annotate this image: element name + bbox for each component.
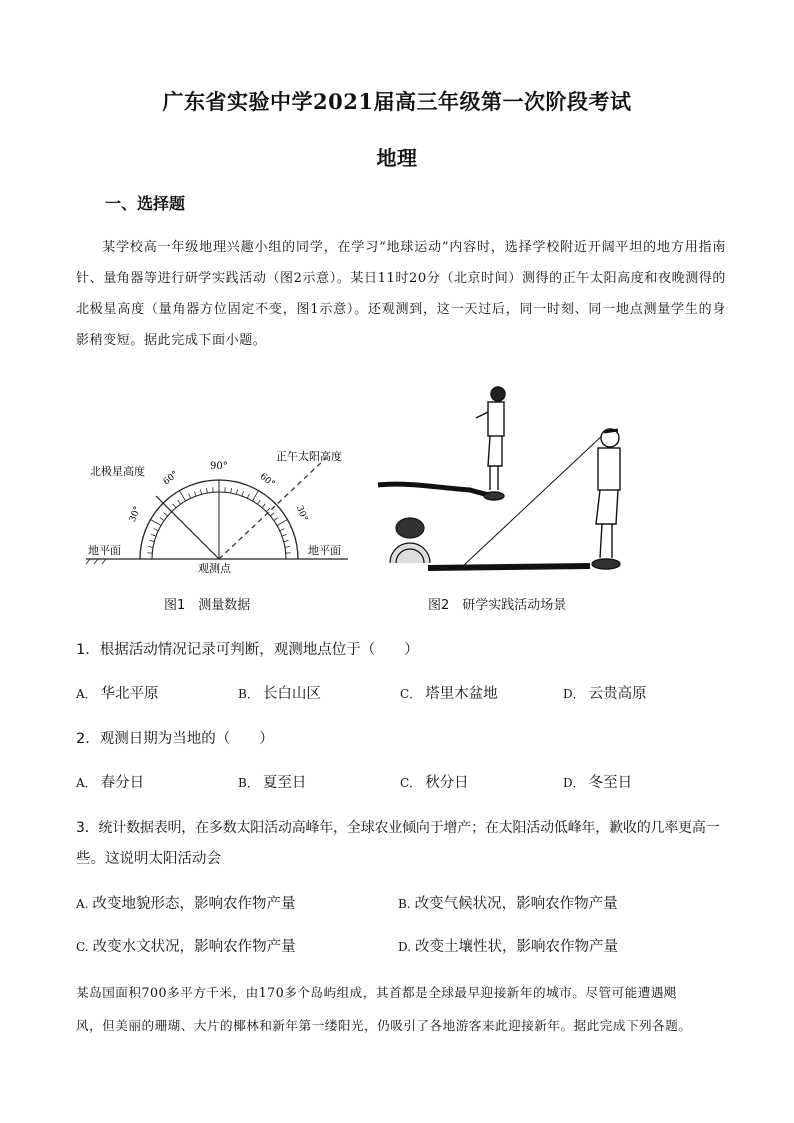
figure-2-caption: 图2 研学实践活动场景 xyxy=(428,598,567,613)
protractor-tick xyxy=(284,540,289,541)
protractor-tick xyxy=(231,488,232,493)
q2-option-a[interactable] xyxy=(76,771,144,792)
protractor-tick xyxy=(178,500,181,504)
horizon-right-label: 地平面 xyxy=(308,544,341,557)
option-text: 春分日 xyxy=(100,775,145,791)
protractor-tick xyxy=(274,518,278,521)
protractor-tick xyxy=(189,494,191,499)
intro-paragraph-2-line-1: 某岛国面积700多平方千米，由170多个岛屿组成，其首都是全球最早迎接新年的城市。尽管可能遭遇飓 xyxy=(76,985,678,1000)
protractor-tick xyxy=(280,529,285,531)
protractor-tick xyxy=(151,520,161,526)
option-key: B． xyxy=(238,776,259,790)
option-key: C. xyxy=(76,940,89,954)
option-key: A． xyxy=(76,776,97,790)
q1-option-a[interactable] xyxy=(76,682,159,703)
protractor-tick xyxy=(149,540,154,541)
q2-option-c[interactable] xyxy=(400,771,469,792)
protractor-tick xyxy=(270,513,274,516)
protractor-tick xyxy=(236,489,237,494)
protractor-tick xyxy=(148,546,153,547)
question-3-stem-line-2: 些。这说明太阳活动会 xyxy=(76,851,221,867)
section-heading: 一、选择题 xyxy=(105,194,186,213)
degree-60-right-label: 60° xyxy=(257,471,277,490)
figure-2-scene xyxy=(370,378,630,578)
protractor-tick xyxy=(253,491,259,501)
subject-title: 地理 xyxy=(376,146,418,170)
q1-option-b[interactable] xyxy=(238,682,321,703)
protractor-tick xyxy=(154,529,159,531)
sun-label: 正午太阳高度 xyxy=(276,450,342,463)
figure-1-diagram xyxy=(86,440,356,580)
protractor-tick xyxy=(164,513,168,516)
q3-option-d[interactable] xyxy=(398,935,618,956)
figure-1-caption: 图1 测量数据 xyxy=(164,598,251,613)
protractor-tick xyxy=(200,489,201,494)
option-text: 冬至日 xyxy=(588,775,633,791)
exam-title: 广东省实验中学2021届高三年级第一次阶段考试 xyxy=(162,89,632,114)
protractor-tick xyxy=(160,518,164,521)
protractor-tick xyxy=(257,500,260,504)
option-key: B. xyxy=(398,897,411,911)
question-1-stem: 1．根据活动情况记录可判断，观测地点位于（ ） xyxy=(76,642,419,658)
shadow-ground xyxy=(428,566,590,568)
protractor-tick xyxy=(247,494,249,499)
intro-paragraph-2-line-2: 风，但美丽的珊瑚、大片的椰林和新年第一缕阳光，仍吸引了各地游客来此迎接新年。据此完成下列各题。 xyxy=(76,1018,692,1033)
degree-30-left-label: 30° xyxy=(127,505,144,524)
option-text: 华北平原 xyxy=(100,686,159,702)
protractor-device xyxy=(390,518,430,563)
degree-60-left-label: 60° xyxy=(161,469,181,488)
q1-option-d[interactable] xyxy=(563,682,647,703)
option-text: 塔里木盆地 xyxy=(425,686,498,702)
option-key: D. xyxy=(398,940,412,954)
observer-label: 观测点 xyxy=(198,562,231,575)
intro-paragraph-1-text: 某学校高一年级地理兴趣小组的同学，在学习“地球运动”内容时，选择学校附近开阔平坦的地方用指南针、量角器等进行研学实践活动（图2示意）。某日11时20分（北京时间）测得的正午太阳高度和夜晚测得的北极星高度（量角器方位固定不变，图1示意）。还观测到，这一天过后，同一时刻、同一地点测量学生的身影稍变短。据此完成下面小题。 xyxy=(76,240,726,348)
protractor-tick xyxy=(242,491,244,496)
option-text: 秋分日 xyxy=(425,775,469,791)
option-text: 夏至日 xyxy=(262,775,307,791)
protractor-tick xyxy=(277,520,287,526)
q2-option-d[interactable] xyxy=(563,771,632,792)
option-text: 改变土壤性状，影响农作物产量 xyxy=(415,939,619,955)
q3-option-a[interactable] xyxy=(76,892,295,913)
option-text: 长白山区 xyxy=(262,686,321,702)
q2-option-b[interactable] xyxy=(238,771,306,792)
option-key: C． xyxy=(400,687,422,701)
q1-option-c[interactable] xyxy=(400,682,498,703)
protractor-tick xyxy=(151,534,156,536)
protractor-tick xyxy=(173,504,176,508)
protractor-tick xyxy=(180,491,186,501)
option-key: D． xyxy=(563,687,585,701)
option-key: D． xyxy=(563,776,585,790)
protractor-tick xyxy=(194,491,196,496)
option-text: 云贵高原 xyxy=(588,686,647,702)
q3-option-b[interactable] xyxy=(398,892,618,913)
question-2-stem: 2．观测日期为当地的（ ） xyxy=(76,731,274,747)
option-text: 改变水文状况，影响农作物产量 xyxy=(92,939,296,955)
protractor-tick xyxy=(282,534,287,536)
question-3-stem-line-1: 3．统计数据表明，在多数太阳活动高峰年，全球农业倾向于增产；在太阳活动低峰年，歉收的几率更高一 xyxy=(76,820,720,836)
student-reading-compass xyxy=(476,387,505,500)
q3-option-c[interactable] xyxy=(76,935,296,956)
degree-90-label: 90° xyxy=(210,461,228,472)
polaris-altitude-line xyxy=(156,496,219,559)
option-key: B． xyxy=(238,687,259,701)
sight-line xyxy=(463,433,605,566)
option-text: 改变气候状况，影响农作物产量 xyxy=(414,896,618,912)
protractor-tick xyxy=(262,504,265,508)
option-key: A. xyxy=(76,897,89,911)
degree-30-right-label: 30° xyxy=(293,504,310,523)
protractor-tick xyxy=(206,488,207,493)
protractor-tick xyxy=(266,508,270,512)
shadow-top xyxy=(378,484,496,496)
intro-paragraph-1 xyxy=(76,232,726,356)
option-text: 改变地貌形态，影响农作物产量 xyxy=(92,896,296,912)
polaris-label: 北极星高度 xyxy=(90,465,145,478)
option-key: C． xyxy=(400,776,422,790)
protractor-tick xyxy=(285,546,290,547)
horizon-hatching xyxy=(86,559,106,564)
horizon-left-label: 地平面 xyxy=(88,544,121,557)
student-standing xyxy=(592,429,620,569)
option-key: A． xyxy=(76,687,97,701)
